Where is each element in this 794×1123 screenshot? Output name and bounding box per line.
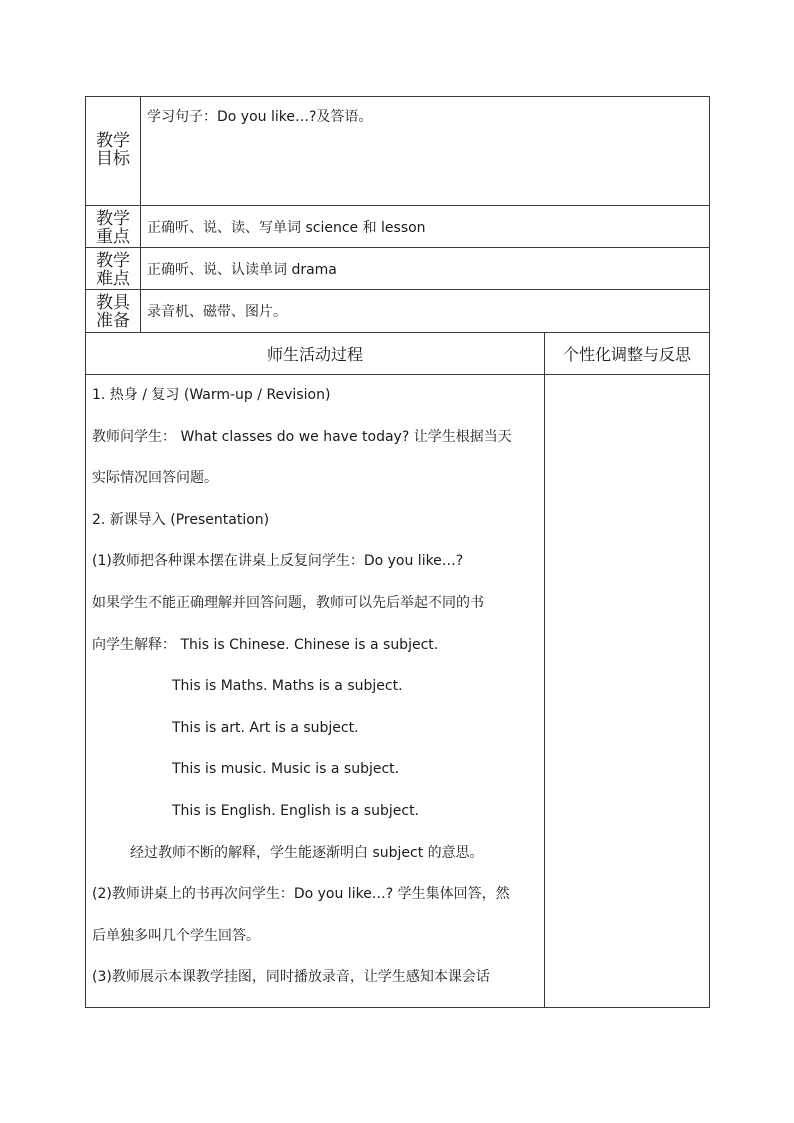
- process-line: This is art. Art is a subject.: [172, 719, 359, 736]
- process-header: 师生活动过程: [86, 333, 545, 375]
- difficulties-content: 正确听、说、认读单词 drama: [141, 248, 710, 290]
- process-line: This is music. Music is a subject.: [172, 761, 400, 778]
- process-line: 后单独多叫几个学生回答。: [92, 927, 260, 944]
- process-line: 1. 热身 / 复习 (Warm-up / Revision): [92, 387, 331, 403]
- process-line: 经过教师不断的解释，学生能逐渐明白 subject 的意思。: [130, 844, 484, 861]
- materials-label-line2: 准备: [96, 311, 130, 331]
- process-line: (2)教师讲桌上的书再次问学生：Do you like…? 学生集体回答，然: [92, 886, 510, 903]
- process-line: This is Maths. Maths is a subject.: [172, 678, 403, 695]
- reflection-header: 个性化调整与反思: [545, 333, 710, 375]
- objective-label-line1: 教学: [96, 131, 130, 151]
- materials-content: 录音机、磁带、图片。: [141, 290, 710, 333]
- process-line: (3)教师展示本课教学挂图，同时播放录音，让学生感知本课会话: [92, 969, 490, 986]
- process-line: 教师问学生： What classes do we have today? 让学生根据当天: [92, 428, 512, 445]
- materials-label: [86, 290, 141, 333]
- process-line: (1)教师把各种课本摆在讲桌上反复问学生：Do you like…?: [92, 553, 464, 570]
- key-points-row: [86, 206, 710, 248]
- lesson-plan-table: [85, 96, 710, 1008]
- difficulties-label: [86, 248, 141, 290]
- objective-content: 学习句子：Do you like…?及答语。: [141, 97, 710, 206]
- difficulties-label-line2: 难点: [96, 269, 130, 289]
- key-points-label: [86, 206, 141, 248]
- process-line: 如果学生不能正确理解并回答问题，教师可以先后举起不同的书: [92, 594, 484, 611]
- objective-label: [86, 97, 141, 206]
- process-content: [86, 375, 545, 1008]
- objective-row: [86, 97, 710, 206]
- process-row: [86, 375, 710, 1008]
- process-line: 实际情况回答问题。: [92, 470, 218, 487]
- materials-label-line1: 教具: [96, 293, 130, 313]
- process-line: This is English. English is a subject.: [172, 802, 420, 819]
- process-line: 向学生解释： This is Chinese. Chinese is a subject.: [92, 636, 439, 653]
- objective-label-line2: 目标: [96, 149, 130, 169]
- key-points-label-line1: 教学: [96, 209, 130, 229]
- process-line: 2. 新课导入 (Presentation): [92, 511, 270, 528]
- materials-row: [86, 290, 710, 333]
- difficulties-label-line1: 教学: [96, 251, 130, 271]
- key-points-content: 正确听、说、读、写单词 science 和 lesson: [141, 206, 710, 248]
- difficulties-row: [86, 248, 710, 290]
- key-points-label-line2: 重点: [96, 227, 130, 247]
- header-row: [86, 333, 710, 375]
- reflection-content: [545, 375, 710, 1008]
